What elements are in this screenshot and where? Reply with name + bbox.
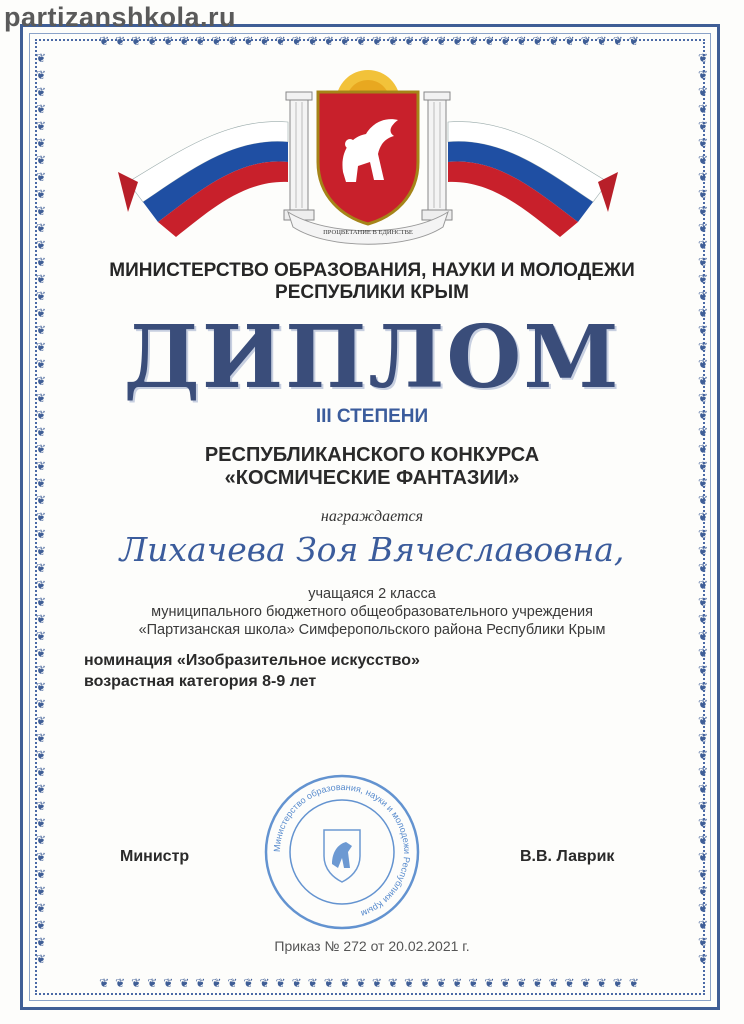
- contest-name-line1: РЕСПУБЛИКАНСКОГО КОНКУРСА: [204, 444, 540, 466]
- column-left: [284, 92, 314, 220]
- awarded-label: награждается: [320, 508, 424, 525]
- order-reference: Приказ № 272 от 20.02.2021 г.: [274, 938, 470, 954]
- border-ornament-top: ❦❦❦❦❦❦❦❦❦❦❦❦❦❦❦❦❦❦❦❦❦❦❦❦❦❦❦❦❦❦❦❦❦❦: [99, 34, 645, 48]
- crimea-coat-of-arms: [118, 62, 618, 252]
- border-ornament-bottom: ❦❦❦❦❦❦❦❦❦❦❦❦❦❦❦❦❦❦❦❦❦❦❦❦❦❦❦❦❦❦❦❦❦❦: [99, 976, 645, 990]
- stamp-coat-of-arms: [324, 830, 360, 882]
- diploma-degree: III СТЕПЕНИ: [315, 406, 429, 427]
- motto-text: ПРОЦВЕТАНИЕ В ЕДИНСТВЕ: [323, 229, 413, 236]
- ministry-name-line1: МИНИСТЕРСТВО ОБРАЗОВАНИЯ, НАУКИ И МОЛОДЕЖИ: [109, 260, 635, 281]
- stamp-ring-text: Министерство образования, науки и молодежи Республики Крым: [271, 781, 413, 919]
- flag-ribbon-right: [448, 122, 618, 237]
- red-shield: [318, 92, 418, 224]
- diploma-title: ДИПЛОМ: [123, 307, 621, 408]
- flag-ribbon-left: [118, 122, 288, 237]
- contest-name-line2: «КОСМИЧЕСКИЕ ФАНТАЗИИ»: [224, 467, 520, 489]
- watermark-text: partizanshkola.ru: [4, 2, 237, 32]
- column-right: [422, 92, 452, 220]
- signatory-title: Министр: [120, 848, 190, 865]
- official-stamp: [262, 772, 422, 932]
- age-category: возрастная категория 8-9 лет: [84, 673, 317, 690]
- ministry-name-line2: РЕСПУБЛИКИ КРЫМ: [275, 282, 469, 303]
- recipient-school-line2: «Партизанская школа» Симферопольского района Республики Крым: [138, 622, 606, 638]
- signatory-name: В.В. Лаврик: [520, 848, 615, 865]
- nomination-category: номинация «Изобразительное искусство»: [84, 652, 420, 669]
- recipient-school-line1: муниципального бюджетного общеобразовательного учреждения: [151, 604, 593, 620]
- border-ornament-right: ❦❦❦❦❦❦❦❦❦❦❦❦❦❦❦❦❦❦❦❦❦❦❦❦❦❦❦❦❦❦❦❦❦❦❦❦❦❦❦❦❦❦❦❦❦❦❦❦❦❦❦❦❦❦: [697, 51, 709, 966]
- border-ornament-left: ❦❦❦❦❦❦❦❦❦❦❦❦❦❦❦❦❦❦❦❦❦❦❦❦❦❦❦❦❦❦❦❦❦❦❦❦❦❦❦❦❦❦❦❦❦❦❦❦❦❦❦❦❦❦: [35, 51, 47, 966]
- recipient-name: Лихачева Зоя Вячеславовна,: [119, 530, 625, 569]
- recipient-grade: учащаяся 2 класса: [308, 586, 436, 602]
